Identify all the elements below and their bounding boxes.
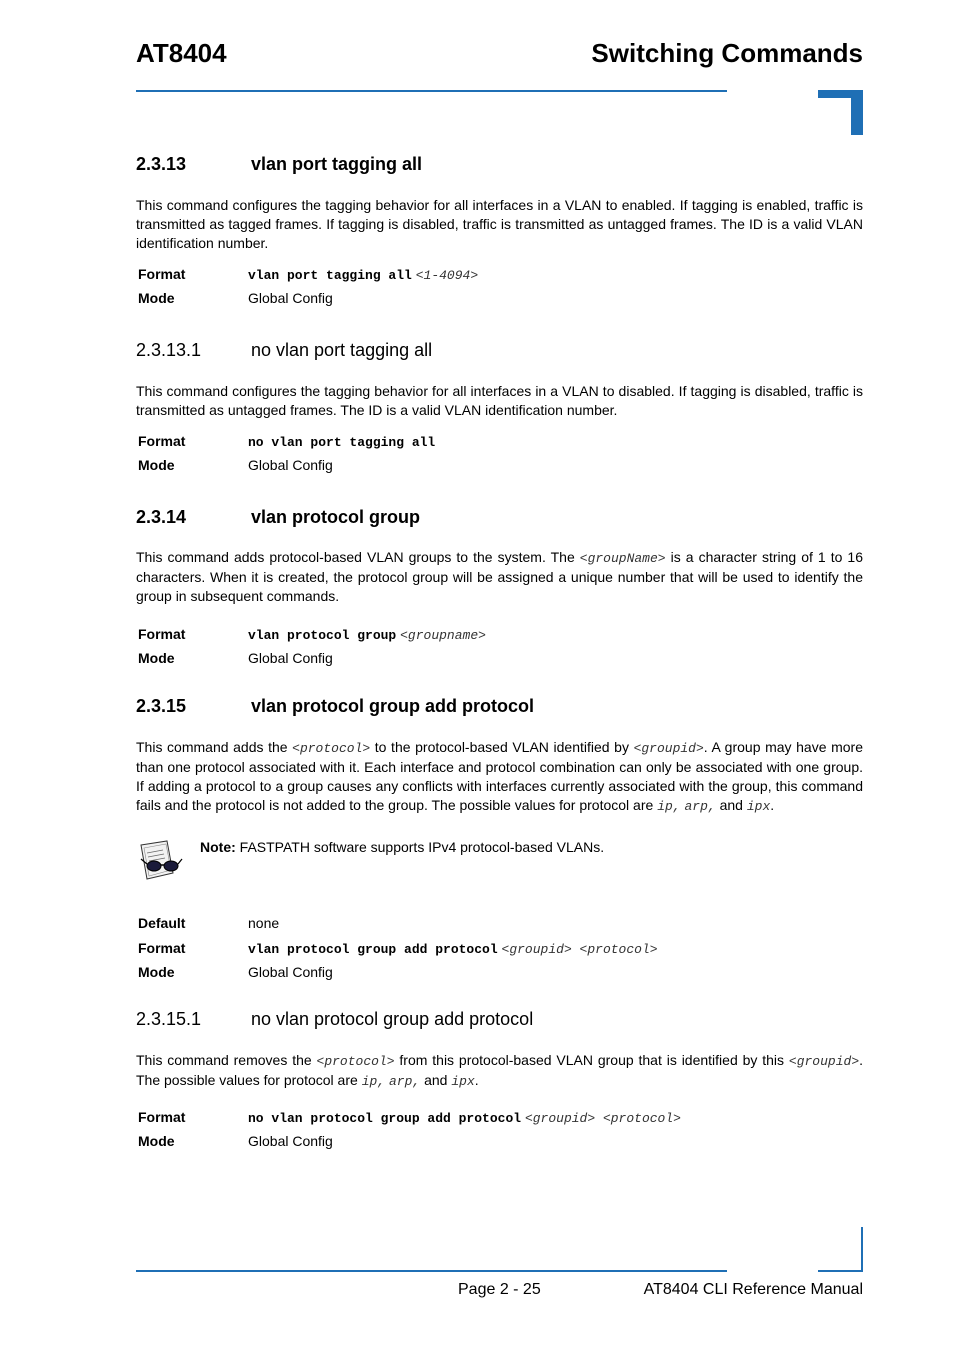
mode-value: Global Config (248, 457, 333, 473)
text-run: This command removes the (136, 1052, 317, 1068)
manual-title: AT8404 CLI Reference Manual (643, 1281, 863, 1298)
text-run: to the protocol-based VLAN identified by (370, 739, 634, 755)
code-argument: <groupName> (579, 551, 666, 566)
default-label: Default (138, 915, 186, 931)
section-title: vlan protocol group add protocol (251, 696, 534, 716)
format-label: Format (138, 940, 186, 956)
section-title: no vlan port tagging all (251, 340, 433, 360)
text-run: . The possible values for protocol are (136, 1052, 864, 1088)
section-description (136, 738, 863, 816)
note-body: FASTPATH software supports IPv4 protocol-based VLANs. (235, 839, 605, 855)
page-number: Page 2 - 25 (458, 1281, 541, 1298)
section-title: vlan protocol group (251, 507, 420, 527)
section-description (136, 548, 863, 606)
section-description: This command configures the tagging behavior for all interfaces in a VLAN to disabled. If tagging is disabled, traffic is transmitted as untagged frames. The ID is a valid VLAN identification number. (136, 383, 863, 418)
text-run: . (474, 1072, 479, 1088)
format-command: no vlan port tagging all (248, 435, 436, 450)
format-label: Format (138, 1109, 186, 1125)
code-argument: <groupid> (633, 741, 704, 756)
format-command: no vlan protocol group add protocol (248, 1111, 522, 1126)
mode-value: Global Config (248, 290, 333, 306)
section-heading-2-3-15-1 (136, 1009, 533, 1030)
format-command: vlan protocol group (248, 628, 397, 643)
format-argument: <groupid> <protocol> (501, 942, 658, 957)
mode-value: Global Config (248, 964, 333, 980)
text-run: This command adds protocol-based VLAN groups to the system. The (136, 549, 580, 565)
text-run: is a character string of 1 to 16 characters. When it is created, the protocol group will be assigned a unique number that will be used to identify the group in subsequent commands. (136, 549, 863, 604)
section-heading-2-3-13-1 (136, 340, 432, 361)
format-argument: <groupid> <protocol> (524, 1111, 681, 1126)
text-run: from this protocol-based VLAN group that is identified by this (394, 1052, 789, 1068)
mode-label: Mode (138, 290, 175, 306)
code-argument: arp, (388, 1074, 421, 1089)
section-description (136, 1051, 863, 1091)
code-argument: <protocol> (292, 741, 371, 756)
code-argument: ip, (361, 1074, 386, 1089)
text-run: . A group may have more than one protocol associated with it. Each interface and protocol combination can only be associated with one group. If adding a protocol to a group causes any conflicts with interfaces currently associated with the group, this command fails and the protocol is not added to the group. The possible values for protocol are (136, 739, 863, 813)
code-argument: <groupid> (788, 1054, 860, 1069)
section-heading-2-3-13 (136, 154, 422, 175)
text-run: This command adds the (136, 739, 293, 755)
default-value: none (248, 915, 280, 931)
note-label: Note: (200, 839, 236, 855)
format-command: vlan port tagging all (248, 268, 412, 283)
mode-value: Global Config (248, 1133, 333, 1149)
section-number: 2.3.13.1 (136, 340, 202, 360)
note-glasses-icon (137, 839, 183, 883)
section-heading-2-3-14 (136, 507, 420, 528)
text-run: and (715, 797, 747, 813)
header-rule (136, 90, 727, 92)
note-text (200, 839, 604, 855)
code-argument: ip, (657, 799, 681, 814)
text-run: . (770, 797, 775, 813)
mode-label: Mode (138, 457, 175, 473)
format-argument: <1-4094> (415, 268, 479, 283)
section-title: no vlan protocol group add protocol (251, 1009, 534, 1029)
format-label: Format (138, 433, 186, 449)
code-argument: <protocol> (316, 1054, 395, 1069)
section-title: vlan port tagging all (251, 154, 423, 174)
section-number: 2.3.15.1 (136, 1009, 202, 1029)
mode-label: Mode (138, 650, 175, 666)
mode-label: Mode (138, 964, 175, 980)
section-number: 2.3.14 (136, 507, 187, 527)
section-number: 2.3.13 (136, 154, 187, 174)
mode-value: Global Config (248, 650, 333, 666)
footer-corner-mark (818, 1227, 863, 1272)
format-label: Format (138, 626, 186, 642)
section-description: This command configures the tagging behavior for all interfaces in a VLAN to enabled. If tagging is enabled, traffic is transmitted as tagged frames. If tagging is disabled, traffic is transmitted as untagged frames. The ID is a valid VLAN identification number. (136, 197, 863, 251)
section-heading-2-3-15 (136, 696, 534, 717)
mode-label: Mode (138, 1133, 175, 1149)
format-label: Format (138, 266, 186, 282)
format-argument: <groupname> (400, 628, 486, 643)
format-command: vlan protocol group add protocol (248, 942, 498, 957)
header-corner-mark (818, 90, 863, 135)
footer-rule (136, 1270, 727, 1272)
code-argument: ipx (451, 1074, 475, 1089)
doc-product-title: AT8404 (136, 38, 227, 68)
code-argument: ipx (746, 799, 771, 814)
section-number: 2.3.15 (136, 696, 187, 716)
text-run: and (420, 1072, 452, 1088)
doc-chapter-title: Switching Commands (591, 38, 863, 68)
code-argument: arp, (684, 799, 716, 814)
